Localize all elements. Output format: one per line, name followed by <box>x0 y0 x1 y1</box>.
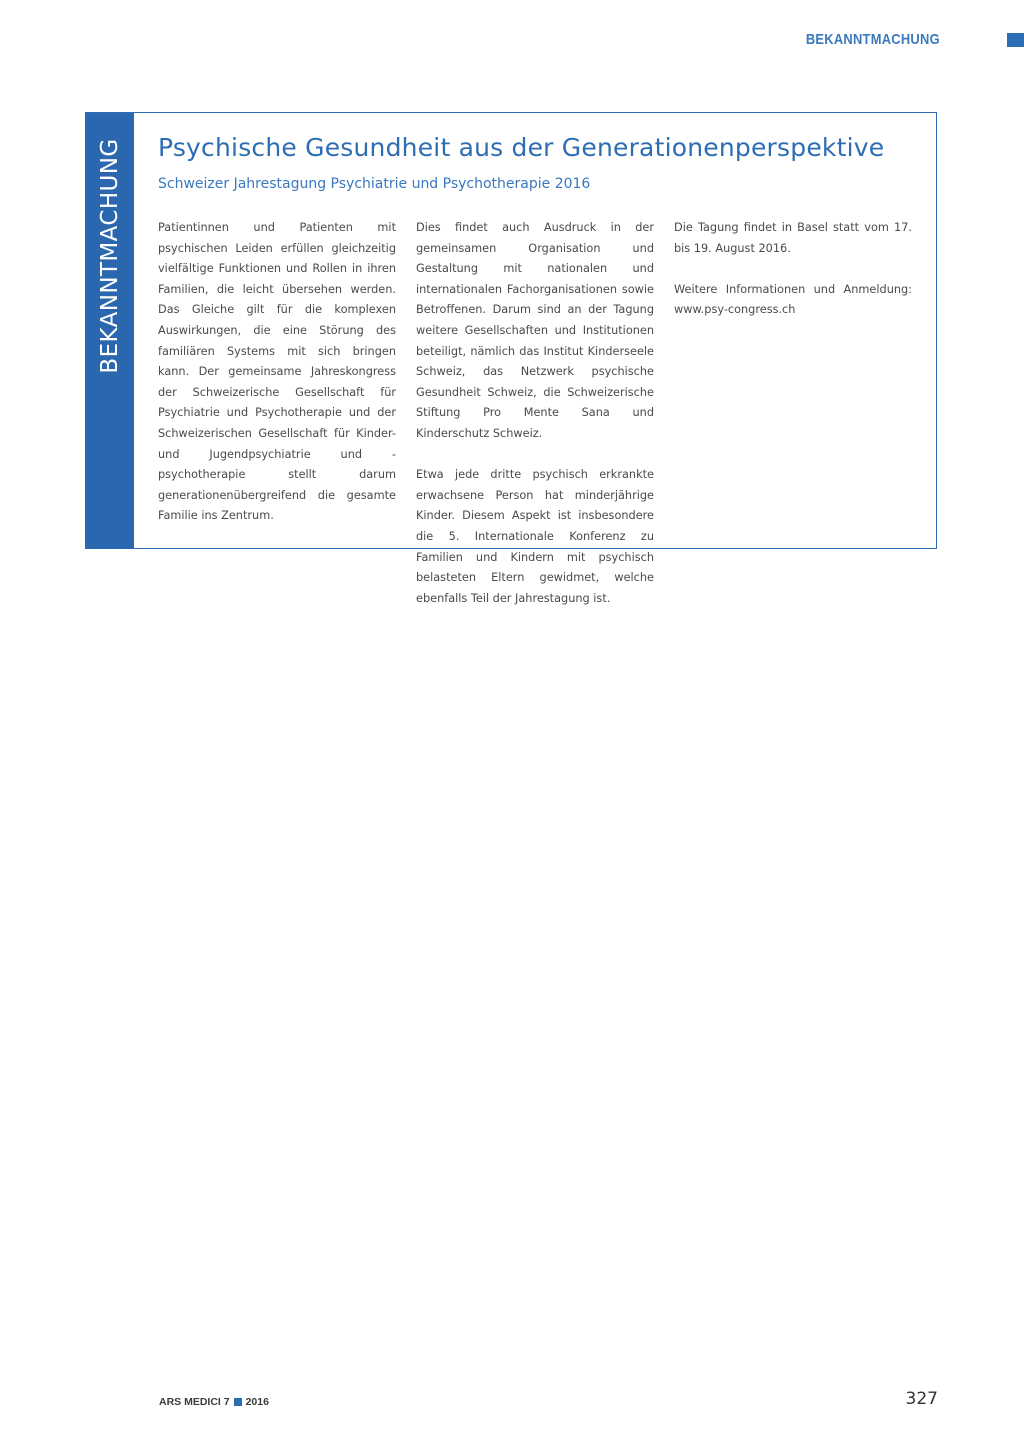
page-number: 327 <box>905 1389 938 1409</box>
side-band <box>86 113 134 548</box>
column-3-paragraph-2: Weitere Informationen und Anmeldung: www.psy-congress.ch <box>674 282 912 317</box>
section-marker <box>1007 33 1024 47</box>
side-label: BEKANNTMACHUNG <box>97 138 123 374</box>
footer-separator-square <box>234 1398 242 1406</box>
column-3-paragraph-1: Die Tagung findet in Basel statt vom 17. bis 19. August 2016. <box>674 221 912 255</box>
text-column-2 <box>416 218 654 609</box>
column-1-paragraph-1: Patientinnen und Patienten mit psychischen Leiden erfüllen gleichzeitig vielfältige Funktionen und Rollen in ihren Familien, die leicht übersehen werden. Das Gleiche gilt für die komplexen Auswirkungen, die eine Störung des familiären Systems mit sich bringen kann. Der gemeinsame Jahreskongress der Schweizerische Gesellschaft für Psychiatrie und Psychotherapie und der Schweizerischen Gesellschaft für Kinder- und Jugendpsychiatrie und -psychotherapie stellt darum generationenübergreifend die gesamte Familie ins Zentrum. <box>158 221 396 523</box>
column-2-paragraph-1: Dies findet auch Ausdruck in der gemeinsamen Organisation und Gestaltung mit nationalen und internationalen Fachorganisationen sowie Betroffenen. Darum sind an der Tagung weitere Gesellschaften und Institutionen beteiligt, nämlich das Institut Kinderseele Schweiz, das Netzwerk psychische Gesundheit Schweiz, die Schweizerische Stiftung Pro Mente Sana und Kinderschutz Schweiz. <box>416 221 654 440</box>
text-column-3 <box>674 218 912 321</box>
column-2-paragraph-2: Etwa jede dritte psychisch erkrankte erwachsene Person hat minderjährige Kinder. Diesem Aspekt ist insbesondere die 5. Internationale Konferenz zu Familien und Kindern mit psychisch belasteten Eltern gewidmet, welche ebenfalls Teil der Jahrestagung ist. <box>416 468 654 605</box>
journal-name: ARS MEDICI 7 <box>159 1396 230 1408</box>
footer-journal-info <box>159 1396 269 1408</box>
journal-year: 2016 <box>245 1396 269 1408</box>
article-title: Psychische Gesundheit aus der Generationenperspektive <box>158 133 885 162</box>
article-subtitle: Schweizer Jahrestagung Psychiatrie und Psychotherapie 2016 <box>158 176 591 192</box>
section-label: BEKANNTMACHUNG <box>805 31 940 48</box>
text-column-1 <box>158 218 396 527</box>
announcement-box <box>85 112 937 605</box>
